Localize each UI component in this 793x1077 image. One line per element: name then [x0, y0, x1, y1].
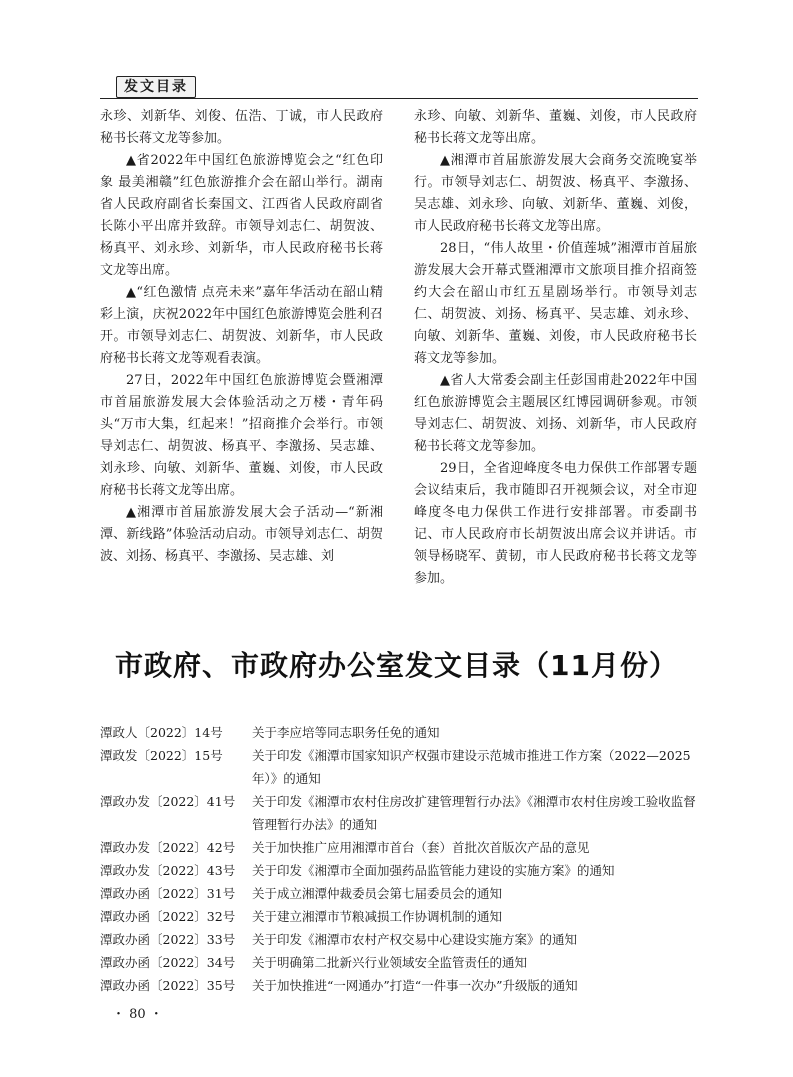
- document-number: 潭政办函〔2022〕35号: [100, 978, 236, 993]
- page-number: ・ 80 ・: [112, 1007, 163, 1022]
- document-row: [100, 859, 700, 882]
- document-title: 关于加快推进“一网通办”打造“一件事一次办”升级版的通知: [252, 978, 578, 993]
- left-column: [100, 106, 383, 568]
- document-row: [100, 790, 700, 836]
- paragraph: 27日，2022年中国红色旅游博览会暨湘潭市首届旅游发展大会体验活动之万楼・青年码头“万市大集，红起来！”招商推介会举行。市领导刘志仁、胡贺波、杨真平、李激扬、吴志雄、刘永珍、向敏、刘新华、董巍、刘俊，市人民政府秘书长蒋文龙等出席。: [100, 373, 383, 498]
- document-number: 潭政发〔2022〕15号: [100, 748, 223, 763]
- paragraph: 永珍、刘新华、刘俊、伍浩、丁诚，市人民政府秘书长蒋文龙等参加。: [100, 109, 383, 146]
- document-row: [100, 974, 700, 997]
- document-row: [100, 721, 700, 744]
- header-rule: [100, 98, 698, 99]
- document-title: 关于加快推广应用湘潭市首台（套）首批次首版次产品的意见: [252, 840, 590, 855]
- document-number: 潭政人〔2022〕14号: [100, 725, 223, 740]
- paragraph: 永珍、向敏、刘新华、董巍、刘俊，市人民政府秘书长蒋文龙等出席。: [414, 109, 697, 146]
- paragraph: 29日，全省迎峰度冬电力保供工作部署专题会议结束后，我市随即召开视频会议，对全市迎峰度冬电力保供工作进行安排部署。市委副书记、市人民政府市长胡贺波出席会议并讲话。市领导杨晓军、黄韧，市人民政府秘书长蒋文龙等参加。: [414, 461, 697, 586]
- document-row: [100, 744, 700, 790]
- document-row: [100, 905, 700, 928]
- paragraph: ▲省人大常委会副主任彭国甫赴2022年中国红色旅游博览会主题展区红博园调研参观。市领导刘志仁、胡贺波、刘扬、刘新华，市人民政府秘书长蒋文龙等参加。: [414, 373, 697, 454]
- document-title: 关于李应培等同志职务任免的通知: [252, 725, 440, 740]
- document-title: 关于印发《湘潭市全面加强药品监管能力建设的实施方案》的通知: [252, 863, 615, 878]
- document-title: 关于建立湘潭市节粮减损工作协调机制的通知: [252, 909, 503, 924]
- document-title: 关于明确第二批新兴行业领域安全监管责任的通知: [252, 955, 528, 970]
- document-number: 潭政办发〔2022〕42号: [100, 840, 236, 855]
- document-title: 关于成立湘潭仲裁委员会第七届委员会的通知: [252, 886, 503, 901]
- document-title: 关于印发《湘潭市农村产权交易中心建设实施方案》的通知: [252, 932, 578, 947]
- document-number: 潭政办发〔2022〕43号: [100, 863, 236, 878]
- document-number: 潭政办发〔2022〕41号: [100, 794, 236, 809]
- header-tag: 发文目录: [116, 76, 196, 98]
- paragraph: 28日，“伟人故里・价值莲城”湘潭市首届旅游发展大会开幕式暨湘潭市文旅项目推介招商签约大会在韶山市红五星剧场举行。市领导刘志仁、胡贺波、刘扬、杨真平、吴志雄、刘永珍、向敏、刘新华、董巍、刘俊，市人民政府秘书长蒋文龙等参加。: [414, 241, 697, 366]
- document-row: [100, 951, 700, 974]
- document-number: 潭政办函〔2022〕31号: [100, 886, 236, 901]
- document-row: [100, 928, 700, 951]
- document-number: 潭政办函〔2022〕34号: [100, 955, 236, 970]
- paragraph: ▲省2022年中国红色旅游博览会之“红色印象 最美湘赣”红色旅游推介会在韶山举行。湖南省人民政府副省长秦国文、江西省人民政府副省长陈小平出席并致辞。市领导刘志仁、胡贺波、杨真平、刘永珍、刘新华，市人民政府秘书长蒋文龙等出席。: [100, 153, 383, 278]
- paragraph: ▲湘潭市首届旅游发展大会子活动—“新湘潭、新线路”体验活动启动。市领导刘志仁、胡贺波、刘扬、杨真平、李激扬、吴志雄、刘: [100, 505, 383, 564]
- document-row: [100, 836, 700, 859]
- right-column: [414, 106, 697, 590]
- document-number: 潭政办函〔2022〕33号: [100, 932, 236, 947]
- document-list: [100, 721, 700, 997]
- paragraph: ▲“红色激情 点亮未来”嘉年华活动在韶山精彩上演，庆祝2022年中国红色旅游博览会胜利召开。市领导刘志仁、胡贺波、刘新华，市人民政府秘书长蒋文龙等观看表演。: [100, 285, 383, 366]
- document-number: 潭政办函〔2022〕32号: [100, 909, 236, 924]
- document-title: 关于印发《湘潭市国家知识产权强市建设示范城市推进工作方案（2022—2025年）》的通知: [252, 748, 691, 786]
- section-title: 市政府、市政府办公室发文目录（11月份）: [115, 649, 678, 682]
- document-row: [100, 882, 700, 905]
- paragraph: ▲湘潭市首届旅游发展大会商务交流晚宴举行。市领导刘志仁、胡贺波、杨真平、李激扬、吴志雄、刘永珍、向敏、刘新华、董巍、刘俊，市人民政府秘书长蒋文龙等出席。: [414, 153, 697, 234]
- document-title: 关于印发《湘潭市农村住房改扩建管理暂行办法》《湘潭市农村住房竣工验收监督管理暂行办法》的通知: [252, 794, 696, 832]
